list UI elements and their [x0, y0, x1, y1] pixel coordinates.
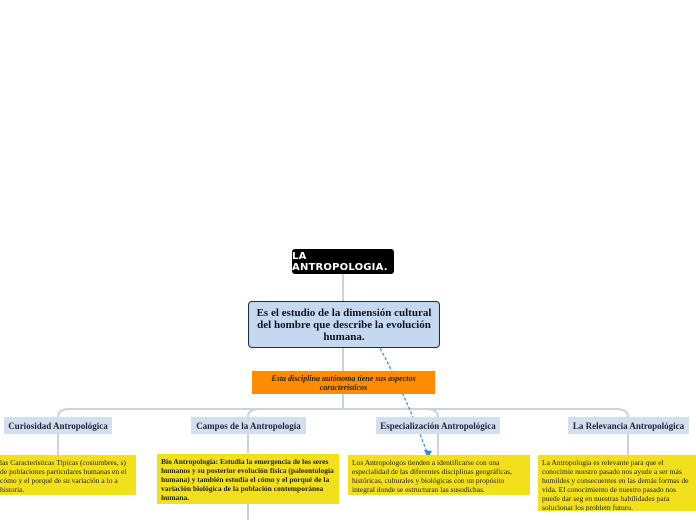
note-text: las Características Típicas (costumbres, s) de poblaciones particulares humanas en el cómo y el porqué de su variación a lo a historia. [0, 458, 127, 494]
note-text: Los Antropologos tienden a identificarse con una especialidad de las diferentes disciplinas geográficas, históricas, culturales y biológicas con un propósito integral donde se estructuran las susodichas. [352, 458, 512, 494]
category-label: La Relevancia Antropológica [572, 420, 685, 431]
connector-bus-left [58, 409, 343, 417]
note-relevancia[interactable] [538, 455, 696, 511]
root-label: LA ANTROPOLOGIA. [292, 250, 388, 273]
note-text: La Antropología es relevante para que el conocimie nuestro pasado nos ayude a ser más humildes y consecuentes en las demás formas de vida. El conocimiento de nuestro pasado nos puede dar seg en nuestras habilidades para solucionar los problem futuro. [542, 458, 689, 511]
connector-bus-especializacion [343, 409, 438, 417]
connector-bus-campos [248, 409, 343, 417]
connector-bus-relevancia [343, 409, 628, 417]
note-campos[interactable] [157, 454, 339, 504]
category-curiosidad[interactable] [4, 417, 112, 434]
category-relevancia[interactable] [568, 417, 689, 434]
category-campos[interactable] [191, 417, 306, 434]
root-node[interactable] [292, 249, 394, 274]
note-text: Bio Antropología: Estudia la emergencia de los seres humanos y su posterior evolución física (paleontología humana) y también estudia el cómo y el porqué de la variación biológica de la población contemporánea humana. [161, 457, 334, 502]
definition-text: Es el estudio de la dimensión cultural del hombre que describe la evolución humana. [256, 306, 432, 343]
definition-node[interactable] [248, 301, 440, 348]
category-label: Especialización Antropológica [380, 420, 496, 431]
note-curiosidad[interactable] [0, 455, 136, 495]
category-label: Curiosidad Antropológica [8, 420, 108, 431]
category-especializacion[interactable] [376, 417, 500, 434]
category-label: Campos de la Antropología [196, 420, 301, 431]
subtopic-node[interactable] [252, 371, 435, 394]
note-especializacion[interactable] [348, 455, 530, 495]
subtopic-text: Esta disciplina autónoma tiene sus aspectos característicos [271, 373, 416, 392]
